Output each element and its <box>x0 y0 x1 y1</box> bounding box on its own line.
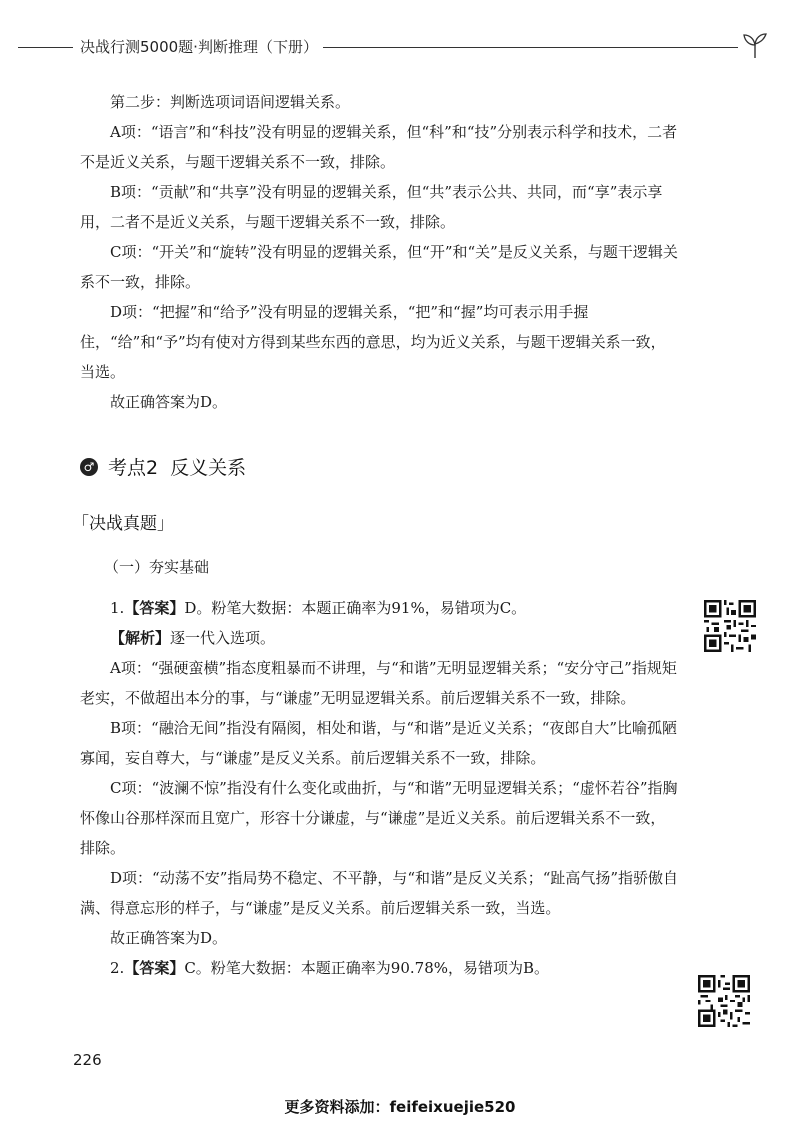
running-header <box>18 36 778 60</box>
conclusion-paragraph: 故正确答案为D。 <box>110 393 228 411</box>
q1-answer-text: D。粉笔大数据：本题正确率为91%，易错项为C。 <box>184 599 527 617</box>
q1-option-b: B项：“融洽无间”指没有隔阂，相处和谐，与“和谐”是近义关系；“夜郎自大”比喻孤陋寡闻，妄自尊大，与“谦虚”是反义关系。前后逻辑关系不一致，排除。 <box>80 719 678 767</box>
q1-number: 1. <box>110 599 125 617</box>
step-two-block <box>80 87 680 417</box>
q2-number: 2. <box>110 959 125 977</box>
q1-conclusion: 故正确答案为D。 <box>110 929 228 947</box>
qr-code-icon[interactable] <box>698 975 750 1027</box>
q1-answer-tag: 【答案】 <box>124 599 185 617</box>
footer-note: 更多资料添加：feifeixuejie520 <box>284 1098 516 1116</box>
section-number: 考点2 <box>108 457 159 479</box>
exam-questions-heading <box>72 510 174 538</box>
q1-analysis-line <box>80 623 680 653</box>
bracket-close: 」 <box>157 514 174 534</box>
exam-questions-title: 决战真题 <box>89 514 157 534</box>
q2-answer-tag: 【答案】 <box>124 959 185 977</box>
qr-code-icon[interactable] <box>704 600 756 652</box>
section-bullet-icon: ♂ <box>80 458 98 476</box>
section-title: 反义关系 <box>170 457 247 479</box>
q2-answer-text: C。粉笔大数据：本题正确率为90.78%，易错项为B。 <box>184 959 550 977</box>
page-number: 226 <box>73 1051 102 1069</box>
q1-analysis-text: 逐一代入选项。 <box>170 629 276 647</box>
header-rule-left <box>18 47 73 48</box>
q2-answer-line <box>80 953 680 983</box>
sprout-icon <box>740 30 770 60</box>
option-b-paragraph: B项：“贡献”和“共享”没有明显的逻辑关系，但“共”表示公共、共同，而“享”表示享用，二者不是近义关系，与题干逻辑关系不一致，排除。 <box>80 183 663 231</box>
option-a-paragraph: A项：“语言”和“科技”没有明显的逻辑关系，但“科”和“技”分别表示科学和技术，二者不是近义关系，与题干逻辑关系不一致，排除。 <box>80 123 678 171</box>
header-title: 决战行测5000题·判断推理（下册） <box>80 38 318 56</box>
q1-option-c: C项：“波澜不惊”指没有什么变化或曲折，与“和谐”无明显逻辑关系；“虚怀若谷”指胸怀像山谷那样深而且宽广，形容十分谦虚，与“谦虚”是近义关系。前后逻辑关系不一致，排除。 <box>80 779 678 857</box>
option-c-paragraph: C项：“开关”和“旋转”没有明显的逻辑关系，但“开”和“关”是反义关系，与题干逻辑关系不一致，排除。 <box>80 243 678 291</box>
q1-option-d: D项：“动荡不安”指局势不稳定、不平静，与“和谐”是反义关系；“趾高气扬”指骄傲自满、得意忘形的样子，与“谦虚”是反义关系。前后逻辑关系一致，当选。 <box>80 869 679 917</box>
question-answers-block <box>80 593 680 983</box>
step-two-heading: 第二步：判断选项词语间逻辑关系。 <box>110 93 351 111</box>
q1-answer-line <box>80 593 680 623</box>
bracket-open: 「 <box>72 514 89 534</box>
header-rule-right <box>323 47 738 48</box>
q1-option-a: A项：“强硬蛮横”指态度粗暴而不讲理，与“和谐”无明显逻辑关系；“安分守己”指规矩老实，不做超出本分的事，与“谦虚”无明显逻辑关系。前后逻辑关系不一致，排除。 <box>80 659 677 707</box>
option-d-paragraph: D项：“把握”和“给予”没有明显的逻辑关系，“把”和“握”均可表示用手握住，“给”和“予”均有使对方得到某些东西的意思，均为近义关系，与题干逻辑关系一致，当选。 <box>80 303 666 381</box>
q1-analysis-tag: 【解析】 <box>110 629 171 647</box>
foundation-heading: （一）夯实基础 <box>104 558 210 576</box>
section-heading <box>80 452 246 484</box>
